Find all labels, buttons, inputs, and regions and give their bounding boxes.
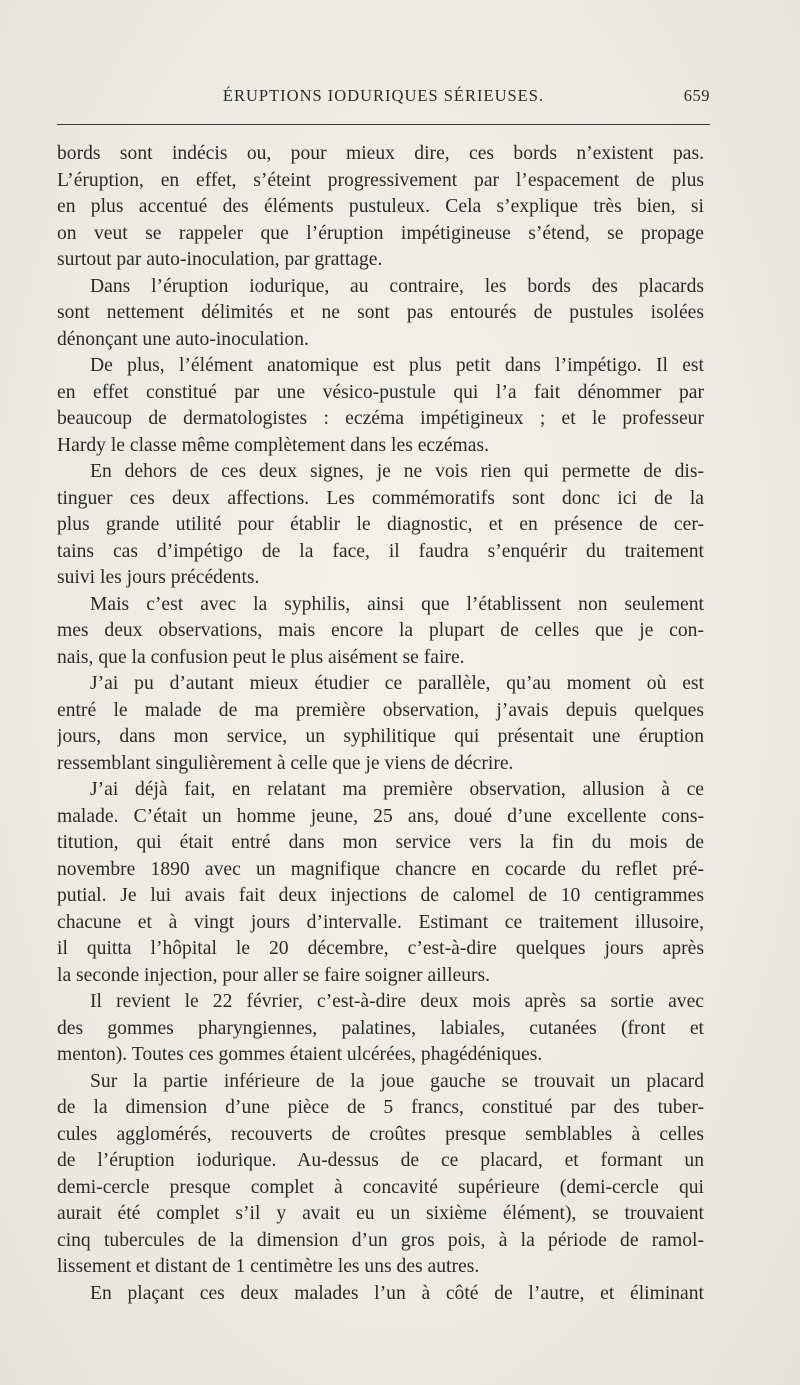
text-line: L’éruption, en effet, s’éteint progressivement par l’espacement de plus [57,169,704,191]
text-line: Mais c’est avec la syphilis, ainsi que l’établissent non seulement [90,593,704,615]
text-line: novembre 1890 avec un magnifique chancre en cocarde du reflet pré- [57,858,704,880]
header-rule [57,124,710,125]
text-line: plus grande utilité pour établir le diagnostic, et en présence de cer- [57,514,704,535]
text-line: Il revient le 22 février, c’est-à-dire deux mois après sa sortie avec [90,991,704,1012]
text-line: on veut se rappeler que l’éruption impétigineuse s’étend, se propage [57,222,704,244]
text-line: il quitta l’hôpital le 20 décembre, c’est-à-dire quelques jours après [57,938,704,959]
text-line: en effet constitué par une vésico-pustule qui l’a fait dénommer par [57,381,704,403]
text-line: cules agglomérés, recouverts de croûtes presque semblables à celles [57,1123,704,1145]
text-line: demi-cercle presque complet à concavité supérieure (demi-cercle qui [57,1176,704,1198]
text-line: Sur la partie inférieure de la joue gauche se trouvait un placard [90,1070,704,1092]
text-line: Hardy le classe même complètement dans les eczémas. [57,434,489,456]
text-line: jours, dans mon service, un syphilitique qui présentait une éruption [57,726,704,747]
text-line: menton). Toutes ces gommes étaient ulcérées, phagédéniques. [57,1044,543,1065]
text-line: tains cas d’impétigo de la face, il faudra s’enquérir du traitement [57,540,704,562]
text-line: chacune et à vingt jours d’intervalle. Estimant ce traitement illusoire, [57,911,704,933]
text-line: J’ai pu d’autant mieux étudier ce parallèle, qu’au moment où est [90,673,704,694]
body-text [57,141,704,1307]
text-line: en plus accentué des éléments pustuleux. Cela s’explique très bien, si [57,196,704,217]
page-header [57,86,710,112]
text-line: Dans l’éruption iodurique, au contraire, les bords des placards [90,275,704,297]
text-line: de la dimension d’une pièce de 5 francs, constitué par des tuber- [57,1097,704,1118]
text-line: cinq tubercules de la dimension d’un gros pois, à la période de ramol- [57,1229,704,1251]
text-line: surtout par auto-inoculation, par grattage. [57,249,383,270]
text-line: des gommes pharyngiennes, palatines, labiales, cutanées (front et [57,1017,704,1039]
text-line: malade. C’était un homme jeune, 25 ans, doué d’une excellente cons- [57,805,704,827]
text-line: suivi les jours précédents. [57,567,260,588]
text-line: entré le malade de ma première observation, j’avais depuis quelques [57,699,704,721]
text-line: ressemblant singulièrement à celle que je viens de décrire. [57,752,514,774]
text-line: aurait été complet s’il y avait eu un sixième élément), se trouvaient [57,1203,704,1224]
text-line: lissement et distant de 1 centimètre les uns des autres. [57,1256,480,1277]
text-line: dénonçant une auto-inoculation. [57,328,309,350]
page-number: 659 [683,86,710,105]
text-line: De plus, l’élément anatomique est plus petit dans l’impétigo. Il est [90,355,704,376]
text-line: la seconde injection, pour aller se faire soigner ailleurs. [57,964,491,986]
text-line: J’ai déjà fait, en relatant ma première observation, allusion à ce [90,779,704,800]
text-line: tinguer ces deux affections. Les commémoratifs sont donc ici de la [57,487,704,509]
text-line: mes deux observations, mais encore la plupart de celles que je con- [57,620,704,641]
text-line: sont nettement délimités et ne sont pas entourés de pustules isolées [57,302,704,323]
text-line: beaucoup de dermatologistes : eczéma impétigineux ; et le professeur [57,408,704,429]
text-line: nais, que la confusion peut le plus aisément se faire. [57,646,465,668]
text-line: titution, qui était entré dans mon service vers la fin du mois de [57,832,704,853]
running-title: ÉRUPTIONS IODURIQUES SÉRIEUSES. [222,86,545,105]
text-line: En plaçant ces deux malades l’un à côté de l’autre, et éliminant [90,1282,704,1304]
text-line: putial. Je lui avais fait deux injections de calomel de 10 centigrammes [57,885,704,906]
text-line: bords sont indécis ou, pour mieux dire, ces bords n’existent pas. [57,143,704,164]
text-line: de l’éruption iodurique. Au-dessus de ce placard, et formant un [57,1150,704,1171]
text-line: En dehors de ces deux signes, je ne vois rien qui permette de dis- [90,461,704,482]
